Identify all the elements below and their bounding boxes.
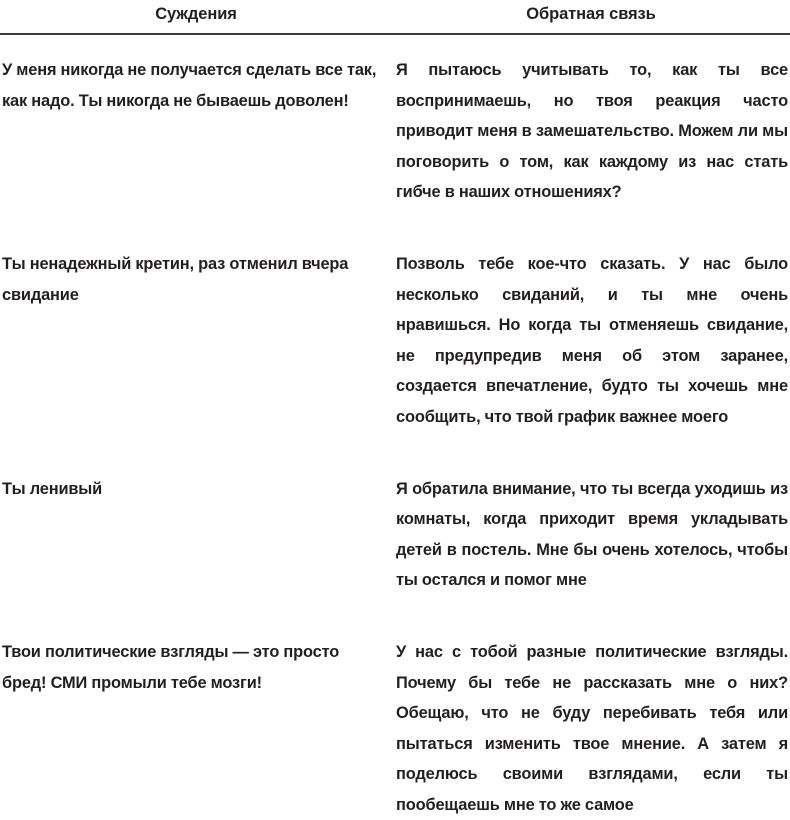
table-header-row: [0, 0, 790, 33]
judgment-cell: [0, 637, 392, 698]
feedback-text: Позволь тебе кое-что сказать. У нас было несколько свиданий, и ты мне очень нравишься. Но когда ты отменяешь свидание, не предупредив меня об этом заранее, создается впечатление, будто ты хочешь мне сообщить, что твой график важнее моего: [396, 254, 788, 426]
table-row: [0, 35, 790, 208]
judgment-cell: [0, 55, 392, 116]
feedback-cell: [392, 637, 790, 820]
judgment-cell: [0, 474, 392, 505]
feedback-text: Я пытаюсь учитывать то, как ты все воспринимаешь, но твоя реакция часто приводит меня в замешательство. Можем ли мы поговорить о том, как каждому из нас стать гибче в наших отношениях?: [396, 61, 788, 202]
judgment-text: Твои политические взгляды — это просто бред! СМИ промыли тебе мозги!: [2, 642, 340, 692]
column-header-judgments: Суждения: [155, 5, 237, 23]
column-header-feedback: Обратная связь: [526, 5, 656, 23]
feedback-cell: [392, 249, 790, 433]
feedback-cell: [392, 474, 790, 596]
table-row: [0, 596, 790, 820]
table-row: [0, 208, 790, 433]
judgment-text: Ты ненадежный кретин, раз отменил вчера свидание: [2, 254, 349, 304]
feedback-text: У нас с тобой разные политические взгляды. Почему бы тебе не рассказать мне о них? Обещаю, что не буду перебивать тебя или пытаться изменить твое мнение. А затем я поделюсь своими взглядами, если ты пообещаешь мне то же самое: [396, 642, 788, 814]
feedback-text: Я обратила внимание, что ты всегда уходишь из комнаты, когда приходит время укладывать детей в постель. Мне бы очень хотелось, чтобы ты остался и помог мне: [396, 479, 788, 590]
feedback-cell: [392, 55, 790, 208]
table-body: [0, 35, 790, 820]
judgment-cell: [0, 249, 392, 310]
judgment-text: У меня никогда не получается сделать все так, как надо. Ты никогда не бываешь доволен!: [2, 61, 377, 110]
judgment-text: Ты ленивый: [2, 479, 103, 498]
table-row: [0, 433, 790, 596]
